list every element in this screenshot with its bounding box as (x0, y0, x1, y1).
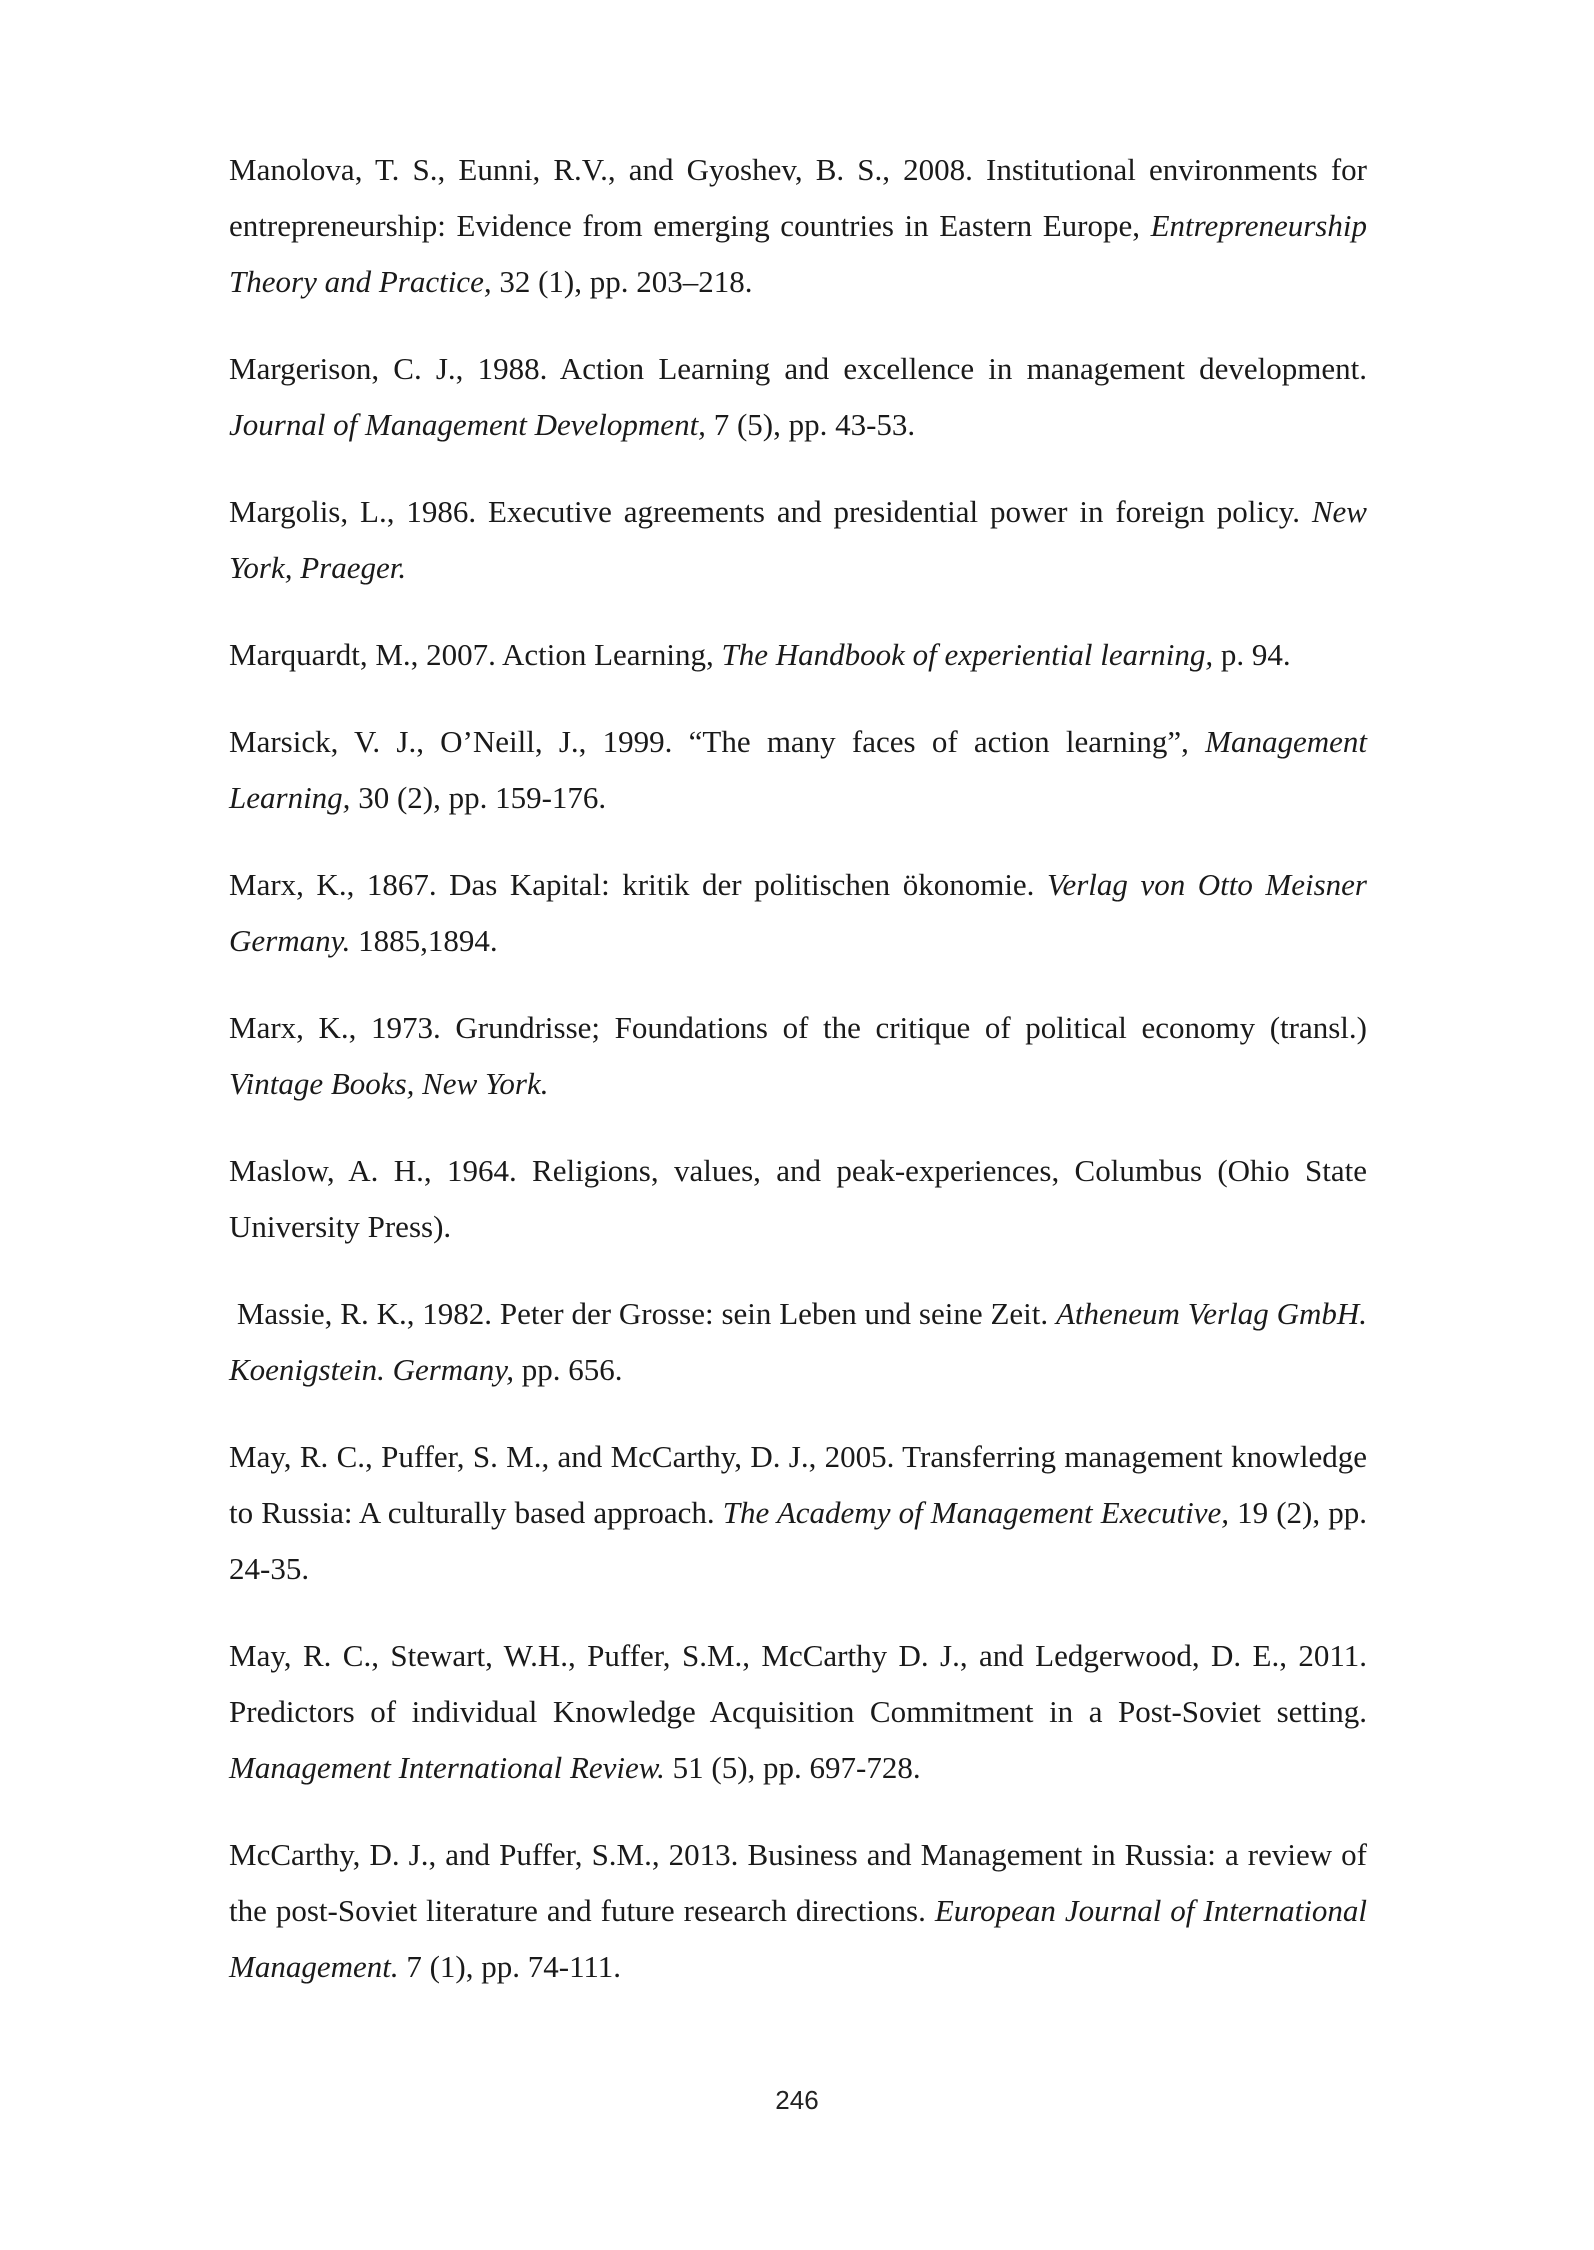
reference-entry (229, 627, 1367, 683)
reference-text: Marx, K., 1973. Grundrisse; Foundations of the critique of political economy (transl.) (229, 1010, 1367, 1045)
reference-details: 19 (2), pp. 24-35. (229, 1495, 1367, 1586)
reference-entry (229, 1286, 1375, 1398)
reference-entry (229, 1143, 1367, 1255)
reference-details: 7 (1), pp. 74-111. (398, 1949, 622, 1984)
reference-source: Management Learning, (229, 724, 1367, 815)
reference-source: Entrepreneurship Theory and Practice, (229, 208, 1367, 299)
reference-entry (229, 714, 1367, 826)
reference-text: Marsick, V. J., O’Neill, J., 1999. “The many faces of action learning”, (229, 724, 1206, 759)
reference-entry (229, 1429, 1367, 1597)
reference-details: p. 94. (1213, 637, 1291, 672)
reference-text: May, R. C., Puffer, S. M., and McCarthy, D. J., 2005. Transferring management knowledge to Russia: A culturally based approach. (229, 1439, 1367, 1530)
reference-text: Maslow, A. H., 1964. Religions, values, and peak-experiences, Columbus (Ohio State University Press). (229, 1153, 1367, 1244)
reference-text: Margerison, C. J., 1988. Action Learning and excellence in management development. (229, 351, 1367, 386)
reference-text: Manolova, T. S., Eunni, R.V., and Gyoshev, B. S., 2008. Institutional environments for entrepreneurship: Evidence from emerging countries in Eastern Europe, (229, 152, 1367, 243)
reference-entry (229, 1827, 1367, 1995)
reference-source: The Academy of Management Executive, (722, 1495, 1229, 1530)
reference-details: 7 (5), pp. 43-53. (705, 407, 916, 442)
reference-entry (229, 341, 1367, 453)
reference-source: Journal of Management Development, (229, 407, 706, 442)
reference-entry (229, 142, 1367, 310)
reference-text: Marx, K., 1867. Das Kapital: kritik der politischen ökonomie. (229, 867, 1047, 902)
reference-list (229, 142, 1375, 2026)
reference-text: May, R. C., Stewart, W.H., Puffer, S.M., McCarthy D. J., and Ledgerwood, D. E., 2011. Predictors of individual Knowledge Acquisition Commitment in a Post-Soviet setting. (229, 1638, 1367, 1729)
page-number: 246 (775, 2085, 819, 2115)
reference-source: New York, Praeger. (229, 494, 1367, 585)
reference-source: European Journal of International Management. (229, 1893, 1367, 1984)
reference-source: The Handbook of experiential learning, (721, 637, 1214, 672)
reference-source: Atheneum Verlag GmbH. Koenigstein. Germany, (229, 1296, 1375, 1387)
reference-details: 1885,1894. (350, 923, 498, 958)
reference-text: McCarthy, D. J., and Puffer, S.M., 2013. Business and Management in Russia: a review of the post-Soviet literature and future research directions. (229, 1837, 1367, 1928)
reference-entry (229, 1628, 1367, 1796)
reference-details: 51 (5), pp. 697-728. (664, 1750, 921, 1785)
reference-entry (229, 1000, 1367, 1112)
reference-details: 32 (1), pp. 203–218. (491, 264, 753, 299)
reference-details: pp. 656. (514, 1352, 623, 1387)
reference-entry (229, 857, 1367, 969)
reference-text: Massie, R. K., 1982. Peter der Grosse: sein Leben und seine Zeit. (229, 1296, 1056, 1331)
reference-source: Verlag von Otto Meisner Germany. (229, 867, 1367, 958)
reference-source: Management International Review. (229, 1750, 665, 1785)
reference-details: 30 (2), pp. 159-176. (350, 780, 607, 815)
reference-text: Margolis, L., 1986. Executive agreements and presidential power in foreign policy. (229, 494, 1312, 529)
reference-text: Marquardt, M., 2007. Action Learning, (229, 637, 722, 672)
reference-entry (229, 484, 1367, 596)
reference-source: Vintage Books, New York. (229, 1066, 549, 1101)
